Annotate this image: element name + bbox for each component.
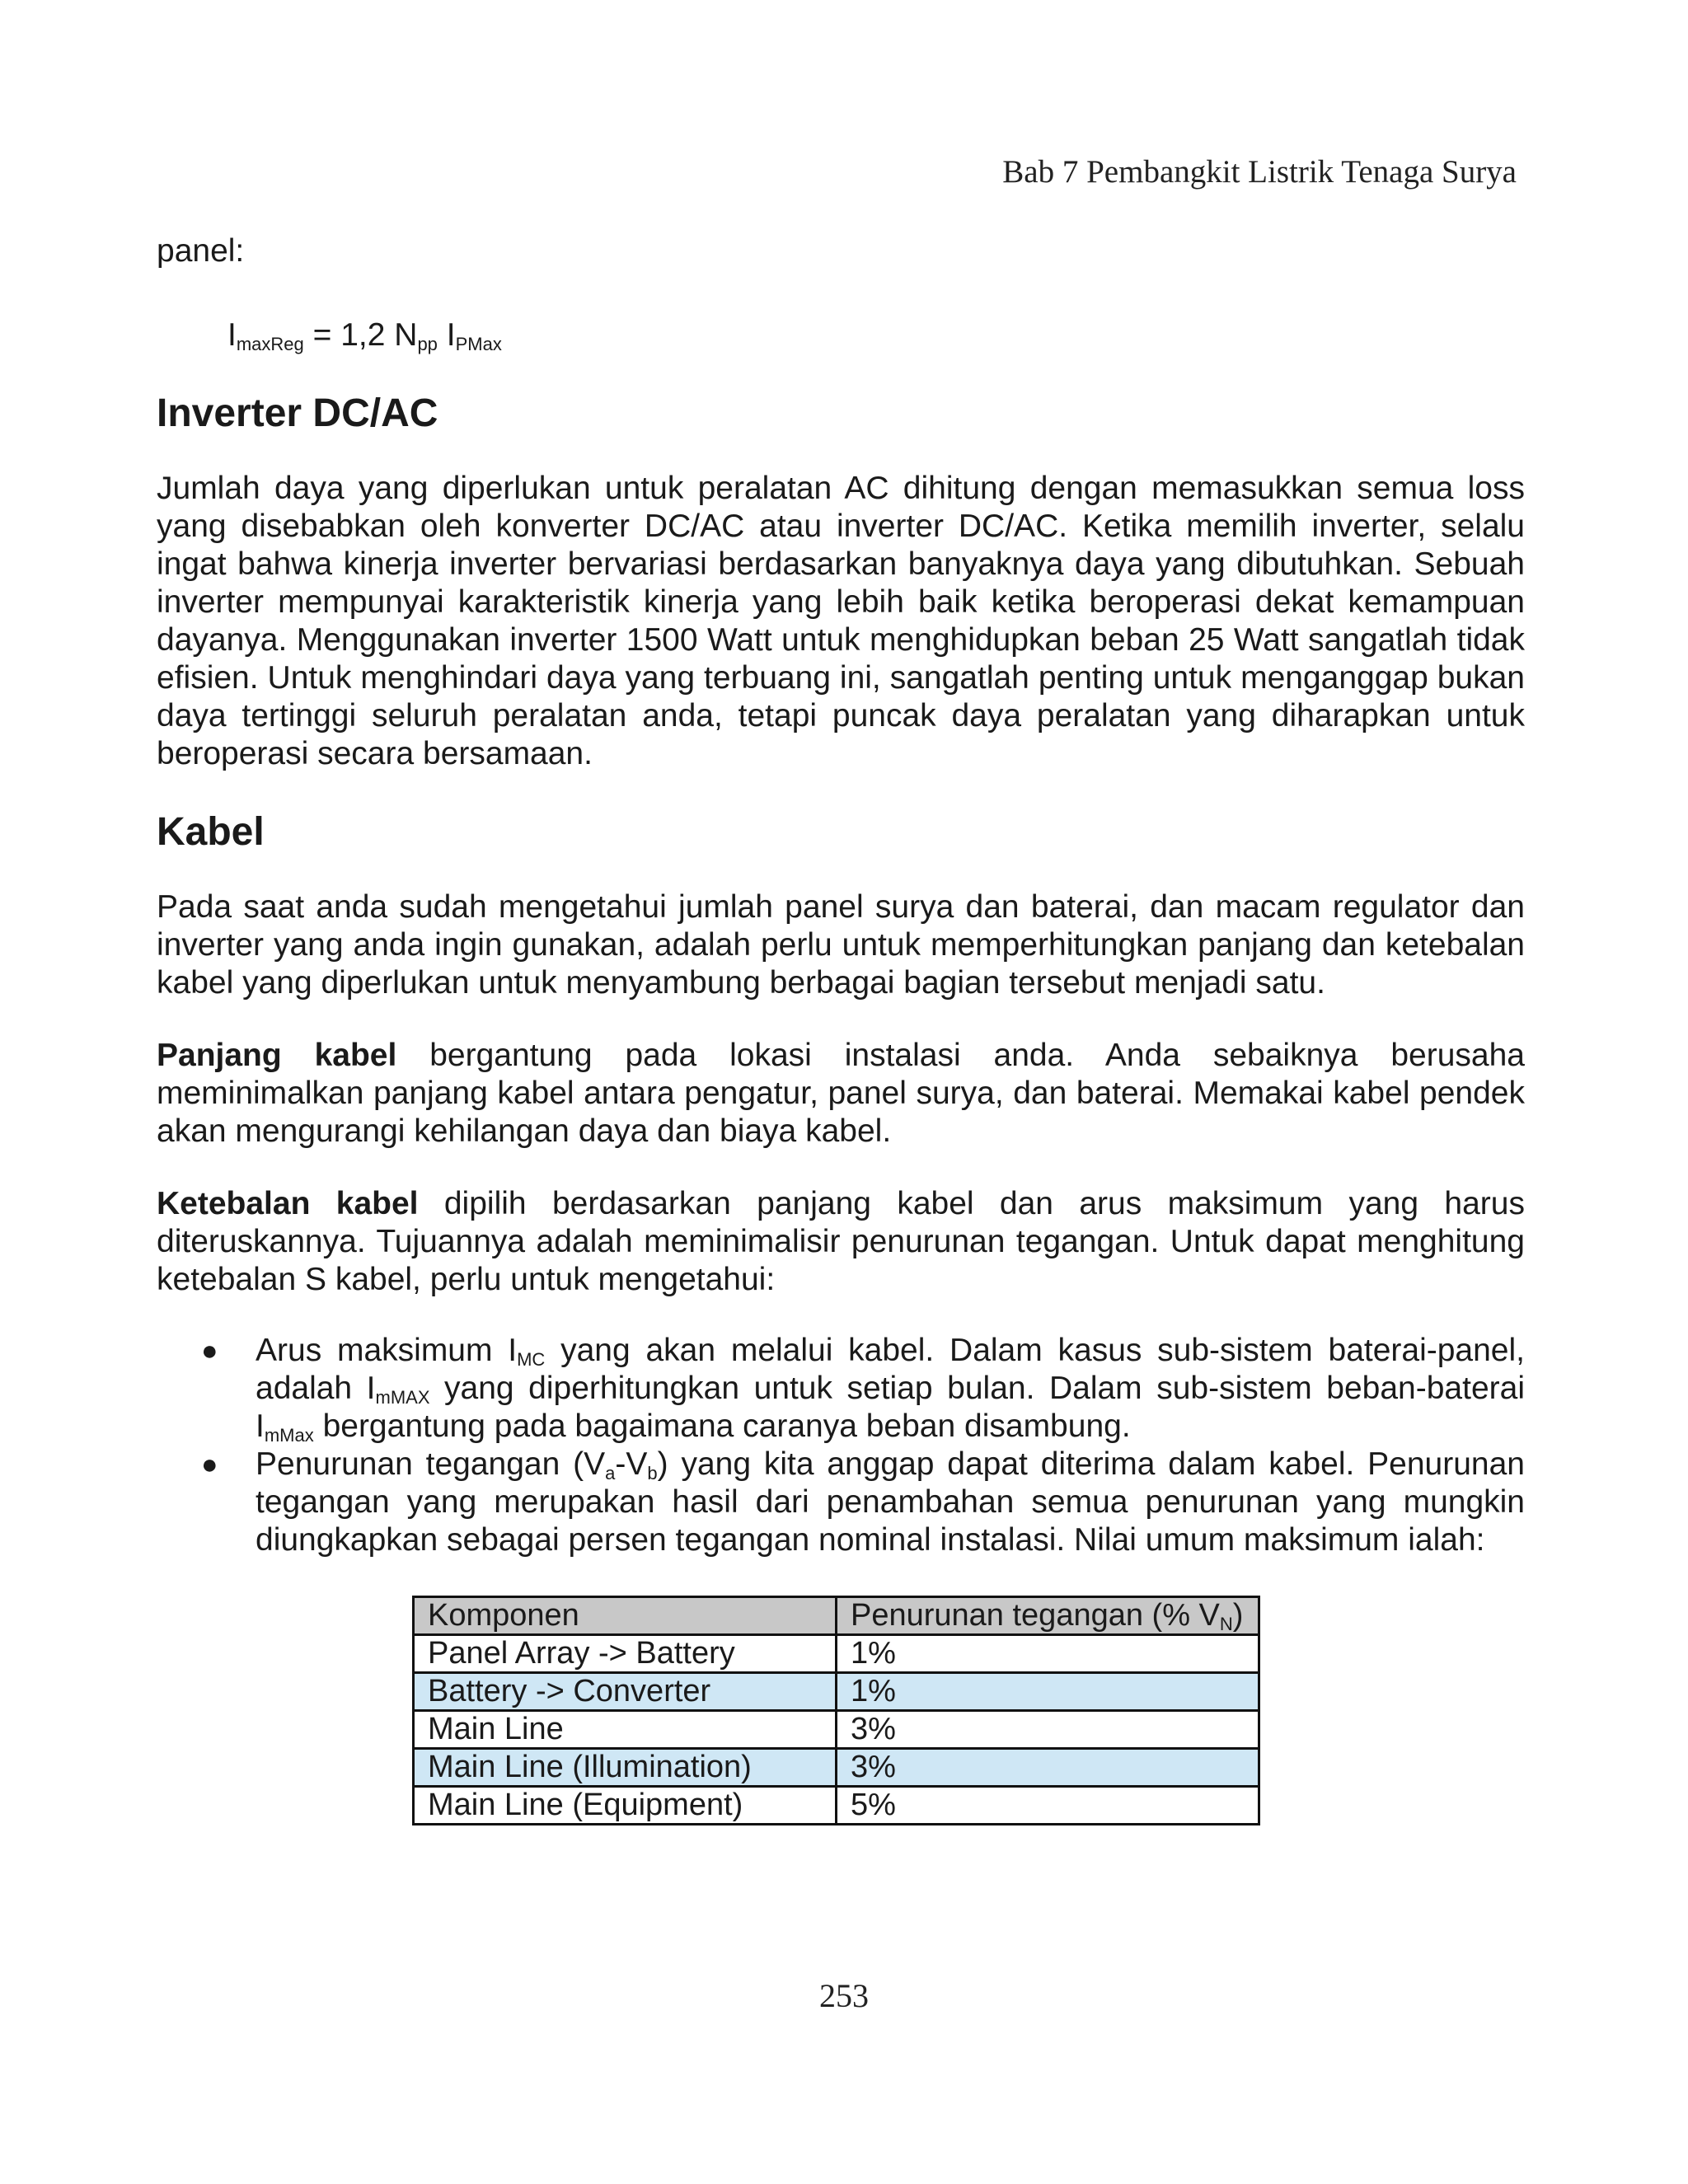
page-number: 253 — [819, 1977, 869, 2014]
inverter-heading: Inverter DC/AC — [157, 391, 438, 435]
inverter-paragraph: Jumlah daya yang diperlukan untuk peralatan AC dihitung dengan memasukkan semua loss yang disebabkan oleh konverter DC/AC atau inverter DC/AC. Ketika memilih inverter, selalu ingat bahwa kinerja inverter bervariasi berdasarkan banyaknya daya yang dibutuhkan. Sebuah inverter mempunyai karakteristik kinerja yang lebih baik ketika beroperasi dekat kemampuan dayanya. Menggunakan inverter 1500 Watt untuk menghidupkan beban 25 Watt sangatlah tidak efisien. Untuk menghindari daya yang terbuang ini, sangatlah penting untuk menganggap bukan daya tertinggi seluruh peralatan anda, tetapi puncak daya peralatan yang diharapkan untuk beroperasi secara bersamaan. — [157, 471, 1525, 771]
table-cell: 1% — [837, 1635, 1259, 1673]
list-item: ● Penurunan tegangan $(V_a-V_b)$ yang kita anggap dapat diterima dalam kabel. Penurunan tegangan yang merupakan hasil dari penambahan semua penurunan yang mungkin diungkapkan sebagai persen tegangan nominal instalasi. Nilai umum maksimum ialah: — [201, 1446, 1525, 1558]
table-cell: Battery -> Converter — [414, 1673, 837, 1711]
intro-text: panel: — [157, 233, 245, 269]
running-header: Bab 7 Pembangkit Listrik Tenaga Surya — [1002, 154, 1517, 190]
table-cell: 1% — [837, 1673, 1259, 1711]
table-row — [414, 1711, 1259, 1749]
panjang-kabel-term: Panjang kabel — [157, 1038, 397, 1073]
bullet-icon: ● — [201, 1449, 218, 1480]
list-item: ● Arus maksimum $I_{MC}$ yang akan melalui kabel. Dalam kasus sub-sistem baterai-panel, adalah $I_{mMAX}$ yang diperhitungkan untuk setiap bulan. Dalam sub-sistem beban-baterai $I_{mMax}$ bergantung pada bagaimana caranya beban disambung. — [201, 1333, 1525, 1446]
requirements-list — [157, 1332, 1525, 1559]
kabel-intro-paragraph: Pada saat anda sudah mengetahui jumlah panel surya dan baterai, dan macam regulator dan inverter yang anda ingin gunakan, adalah perlu untuk memperhitungkan panjang dan ketebalan kabel yang diperlukan untuk menyambung berbagai bagian tersebut menjadi satu. — [157, 889, 1525, 1001]
table-row — [414, 1749, 1259, 1787]
table-cell: Main Line — [414, 1711, 837, 1749]
kabel-heading: Kabel — [157, 810, 265, 854]
ketebalan-kabel-paragraph: Ketebalan kabel dipilih berdasarkan panjang kabel dan arus maksimum yang harus diteruskannya. Tujuannya adalah meminimalisir penurunan tegangan. Untuk dapat menghitung ketebalan S kabel, perlu untuk mengetahui: — [157, 1186, 1525, 1297]
table-row — [414, 1787, 1259, 1825]
regulator-current-formula: $I_{maxReg} = 1,2$ $N_{pp}$ $I_{PMax}$ — [227, 317, 502, 354]
table-header-cell: Penurunan tegangan (% $V_N$) — [837, 1597, 1259, 1635]
table-cell: Panel Array -> Battery — [414, 1635, 837, 1673]
table-cell: 5% — [837, 1787, 1259, 1825]
bullet-icon: ● — [201, 1335, 218, 1366]
table-header-row — [414, 1597, 1259, 1635]
page-content — [157, 232, 1525, 1825]
table-cell: 3% — [837, 1749, 1259, 1787]
ketebalan-kabel-term: Ketebalan kabel — [157, 1186, 419, 1221]
table-cell: Main Line (Equipment) — [414, 1787, 837, 1825]
table-cell: Main Line (Illumination) — [414, 1749, 837, 1787]
voltage-drop-table — [412, 1596, 1260, 1825]
table-cell: 3% — [837, 1711, 1259, 1749]
panjang-kabel-paragraph: Panjang kabel bergantung pada lokasi instalasi anda. Anda sebaiknya berusaha meminimalkan panjang kabel antara pengatur, panel surya, dan baterai. Memakai kabel pendek akan mengurangi kehilangan daya dan biaya kabel. — [157, 1038, 1525, 1149]
table-row — [414, 1673, 1259, 1711]
table-header-cell: Komponen — [414, 1597, 837, 1635]
table-row — [414, 1635, 1259, 1673]
